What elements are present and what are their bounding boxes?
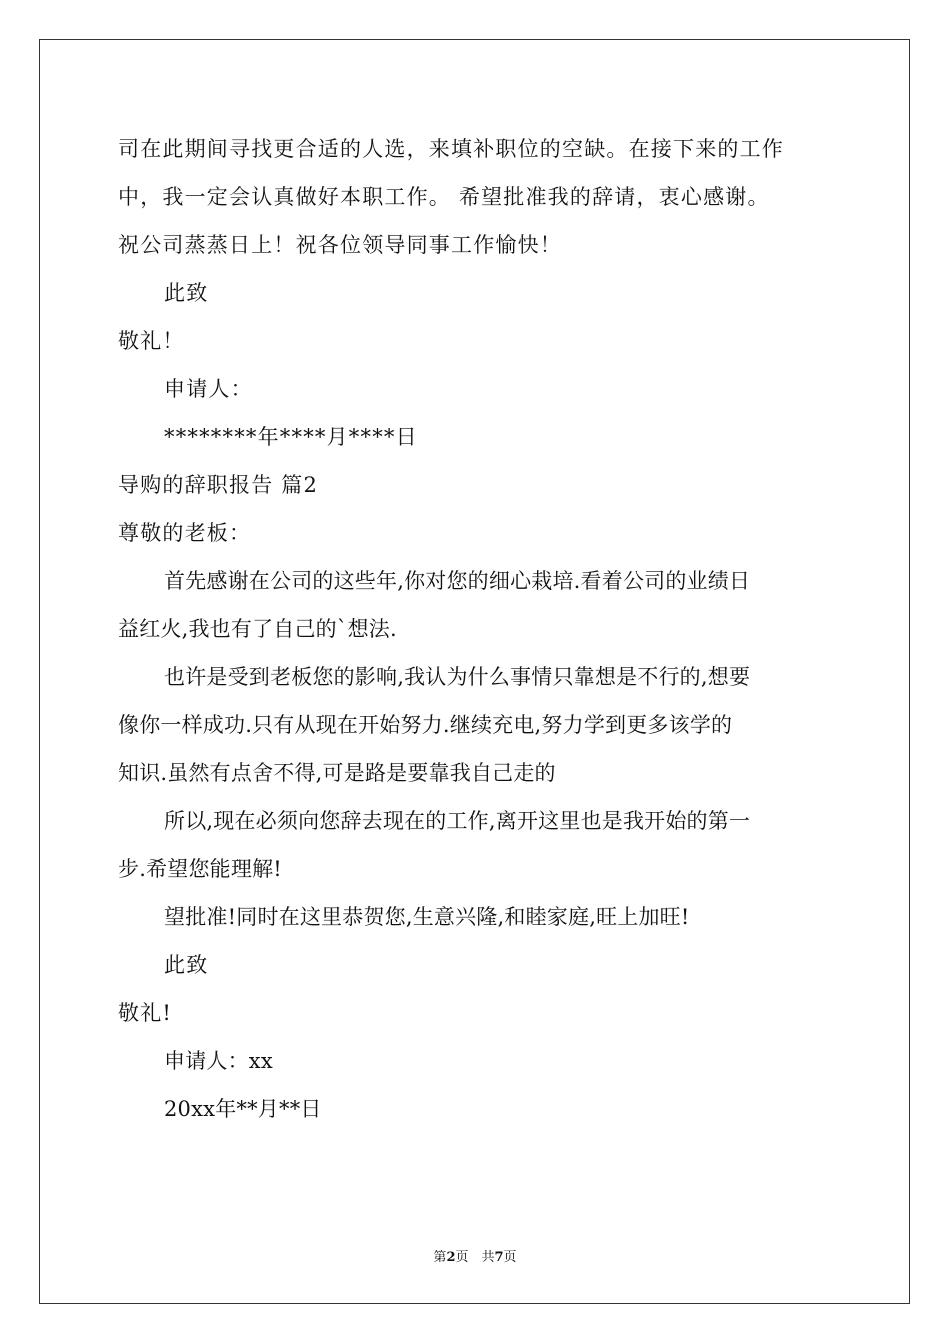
text-line: 望批准!同时在这里恭贺您,生意兴隆,和睦家庭,旺上加旺! (164, 905, 690, 929)
section-heading: 导购的辞职报告 篇2 (118, 473, 319, 497)
document-body (118, 125, 838, 1133)
text-line: 步.希望您能理解! (118, 857, 282, 881)
closing-regards: 敬礼！ (118, 329, 185, 353)
greeting: 尊敬的老板： (118, 521, 252, 545)
total-page-number: 7 (494, 1250, 504, 1265)
page-suffix: 页 (503, 1250, 517, 1265)
page-prefix: 第 (433, 1250, 447, 1265)
text-line: 像你一样成功.只有从现在开始努力.继续充电,努力学到更多该学的 (118, 713, 733, 737)
text-line: 所以,现在必须向您辞去现在的工作,离开这里也是我开始的第一 (164, 809, 751, 833)
text-line: 知识.虽然有点舍不得,可是路是要靠我自己走的 (118, 761, 556, 785)
date-line: ********年****月****日 (164, 425, 418, 449)
applicant-label: 申请人： (164, 377, 253, 401)
closing-regards: 敬礼! (118, 1001, 173, 1025)
text-line: 司在此期间寻找更合适的人选，来填补职位的空缺。在接下来的工作 (118, 137, 784, 161)
page-footer (0, 1246, 950, 1265)
text-line: 也许是受到老板您的影响,我认为什么事情只靠想是不行的,想要 (164, 665, 751, 689)
date-line: 20xx年**月**日 (164, 1097, 322, 1121)
closing-salutation: 此致 (164, 953, 209, 977)
text-line: 首先感谢在公司的这些年,你对您的细心栽培.看着公司的业绩日 (164, 569, 751, 593)
text-line: 祝公司蒸蒸日上！祝各位领导同事工作愉快！ (118, 233, 562, 257)
text-line: 中，我一定会认真做好本职工作。 希望批准我的辞请，衷心感谢。 (118, 185, 770, 209)
current-page-number: 2 (446, 1250, 456, 1265)
applicant-label: 申请人：xx (164, 1049, 273, 1073)
page-mid: 页 共 (455, 1250, 495, 1265)
text-line: 益红火,我也有了自己的`想法. (118, 617, 397, 641)
closing-salutation: 此致 (164, 281, 209, 305)
